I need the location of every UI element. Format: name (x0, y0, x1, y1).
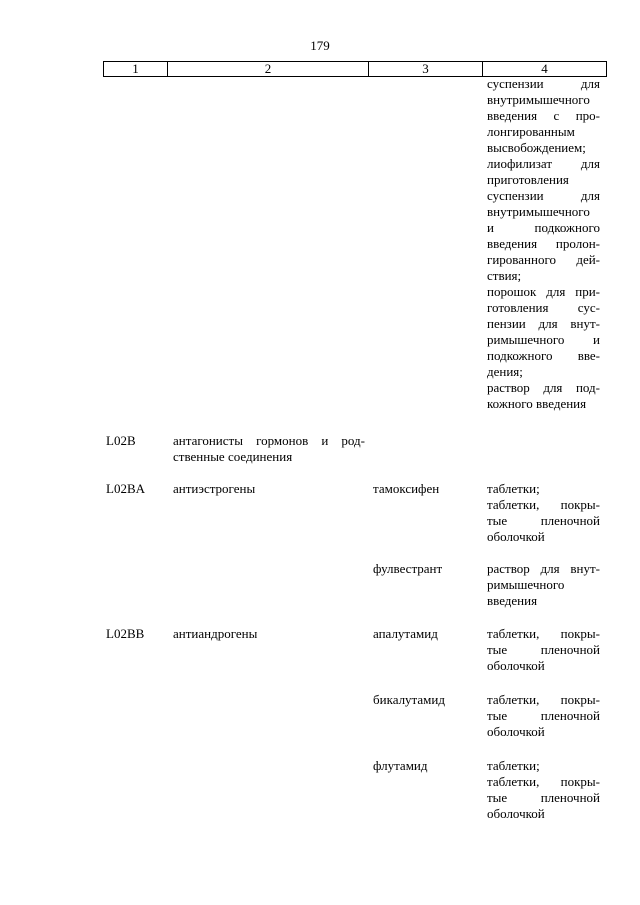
form-line: таблетки; (487, 758, 540, 773)
form-line: высвобождением; (487, 140, 586, 155)
group-line: антагонисты гормонов и род- (173, 433, 365, 448)
form-line: порошок для при- (487, 284, 600, 299)
header-col-2: 2 (168, 62, 369, 77)
form-line: раствор для внут- (487, 561, 600, 576)
form-line: кожного введения (487, 396, 587, 411)
form-line: внутримышечного (487, 92, 590, 107)
form-line: тые пленочной (487, 708, 600, 723)
form-line: суспензии для (487, 76, 600, 91)
continuation-forms (487, 76, 600, 412)
header-col-3: 3 (369, 62, 483, 77)
atc-code: L02BA (106, 481, 145, 496)
form-line: таблетки, покры- (487, 626, 600, 641)
atc-code: L02B (106, 433, 136, 448)
form-line: римышечного (487, 577, 565, 592)
form-line: тые пленочной (487, 790, 600, 805)
form-line: лонгированным (487, 124, 575, 139)
dosage-forms (487, 561, 600, 609)
form-line: ствия; (487, 268, 522, 283)
form-line: введения пролон- (487, 236, 600, 251)
form-line: таблетки, покры- (487, 692, 600, 707)
form-line: оболочкой (487, 529, 545, 544)
form-line: оболочкой (487, 724, 545, 739)
table-header (103, 61, 607, 77)
form-line: римышечного и (487, 332, 600, 347)
form-line: раствор для под- (487, 380, 600, 395)
atc-group (173, 481, 365, 497)
group-line: антиэстрогены (173, 481, 256, 496)
atc-code: L02BB (106, 626, 145, 641)
atc-group (173, 433, 365, 465)
form-line: пензии для внут- (487, 316, 600, 331)
form-line: тые пленочной (487, 642, 600, 657)
form-line: оболочкой (487, 658, 545, 673)
dosage-forms (487, 692, 600, 740)
form-line: таблетки, покры- (487, 497, 600, 512)
form-line: подкожного вве- (487, 348, 600, 363)
header-col-4: 4 (483, 62, 607, 77)
form-line: внутримышечного (487, 204, 590, 219)
form-line: тые пленочной (487, 513, 600, 528)
drug-name: флутамид (373, 758, 428, 773)
form-line: таблетки; (487, 481, 540, 496)
form-line: лиофилизат для (487, 156, 600, 171)
drug-name: апалутамид (373, 626, 438, 641)
atc-group (173, 626, 365, 642)
form-line: и подкожного (487, 220, 600, 235)
dosage-forms (487, 758, 600, 822)
drug-name: тамоксифен (373, 481, 440, 496)
form-line: готовления сус- (487, 300, 600, 315)
form-line: введения (487, 593, 538, 608)
form-line: введения с про- (487, 108, 600, 123)
group-line: антиандрогены (173, 626, 258, 641)
form-line: гированного дей- (487, 252, 600, 267)
dosage-forms (487, 626, 600, 674)
page-number: 179 (310, 38, 330, 53)
drug-name: фулвестрант (373, 561, 443, 576)
drug-name: бикалутамид (373, 692, 445, 707)
form-line: оболочкой (487, 806, 545, 821)
form-line: приготовления (487, 172, 569, 187)
dosage-forms (487, 481, 600, 545)
header-col-1: 1 (104, 62, 168, 77)
form-line: дения; (487, 364, 523, 379)
form-line: суспензии для (487, 188, 600, 203)
group-line: ственные соединения (173, 449, 293, 464)
form-line: таблетки, покры- (487, 774, 600, 789)
